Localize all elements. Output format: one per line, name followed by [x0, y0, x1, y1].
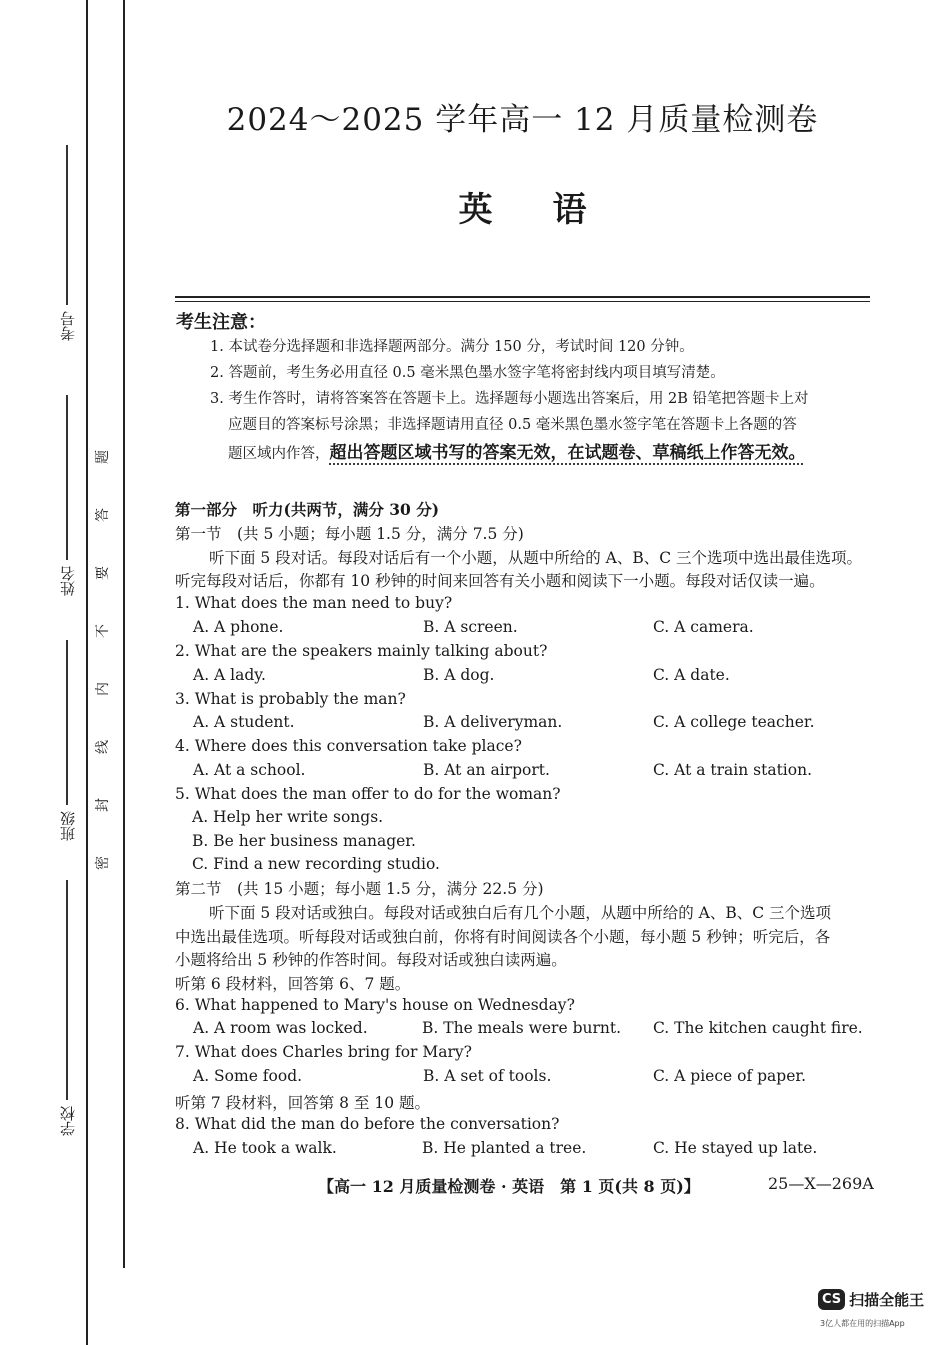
seal-char: 密	[95, 856, 111, 870]
option-c[interactable]: C. A camera.	[653, 618, 754, 636]
question-stem: 6. What happened to Mary's house on Wednesday?	[175, 996, 575, 1014]
seal-char: 要	[95, 566, 111, 580]
option-c[interactable]: C. He stayed up late.	[653, 1139, 818, 1157]
name-label: 姓名	[58, 566, 77, 596]
material-heading: 听第 7 段材料，回答第 8 至 10 题。	[175, 1094, 431, 1112]
option-c[interactable]: C. Find a new recording studio.	[192, 855, 440, 873]
option-b[interactable]: B. The meals were burnt.	[422, 1019, 622, 1037]
option-b[interactable]: B. Be her business manager.	[192, 832, 416, 850]
option-c[interactable]: C. A piece of paper.	[653, 1067, 807, 1085]
option-c[interactable]: C. At a train station.	[653, 761, 813, 779]
section-heading: 第二节 (共 15 小题；每小题 1.5 分，满分 22.5 分)	[175, 880, 544, 898]
watermark-tagline: 3亿人都在用的扫描App	[820, 1319, 905, 1328]
seal-char: 封	[95, 798, 111, 812]
school-label: 学校	[58, 1106, 77, 1136]
exam-number-label: 考号	[58, 311, 77, 341]
school-field[interactable]	[50, 880, 84, 1136]
note-item: 2. 答题前，考生务必用直径 0.5 毫米黑色墨水签字笔将密封线内项目填写清楚。	[210, 365, 725, 381]
question-stem: 8. What did the man do before the conversation?	[175, 1115, 560, 1133]
option-b[interactable]: B. A dog.	[423, 666, 495, 684]
option-b[interactable]: B. A set of tools.	[423, 1067, 552, 1085]
option-b[interactable]: B. A deliveryman.	[423, 713, 563, 731]
watermark-name: 扫描全能王	[849, 1291, 925, 1309]
part-heading: 第一部分 听力(共两节，满分 30 分)	[175, 500, 440, 519]
instruction: 中选出最佳选项。听每段对话或独白前，你将有时间阅读各个小题，每小题 5 秒钟；听完后，各	[175, 928, 831, 946]
note-item: 1. 本试卷分选择题和非选择题两部分。满分 150 分，考试时间 120 分钟。	[210, 339, 694, 355]
seal-char: 题	[95, 450, 111, 464]
exam-title: 2024～2025 学年高一 12 月质量检测卷	[226, 102, 819, 138]
option-c[interactable]: C. A college teacher.	[653, 713, 815, 731]
option-b[interactable]: B. He planted a tree.	[422, 1139, 587, 1157]
instruction: 听下面 5 段对话。每段对话后有一个小题，从题中所给的 A、B、C 三个选项中选出最佳选项。	[209, 549, 863, 567]
question-stem: 3. What is probably the man?	[175, 690, 406, 708]
exam-number-field[interactable]	[50, 145, 84, 341]
instruction: 听完每段对话后，你都有 10 秒钟的时间来回答有关小题和阅读下一小题。每段对话仅读一遍。	[175, 572, 825, 590]
option-a[interactable]: A. He took a walk.	[193, 1139, 337, 1157]
option-c[interactable]: C. The kitchen caught fire.	[653, 1019, 863, 1037]
note-item: 应题目的答案标号涂黑；非选择题请用直径 0.5 毫米黑色墨水签字笔在答题卡上各题的答	[228, 417, 797, 433]
seal-line-notice	[94, 428, 112, 892]
question-stem: 1. What does the man need to buy?	[175, 594, 453, 612]
option-b[interactable]: B. At an airport.	[423, 761, 550, 779]
option-a[interactable]: A. At a school.	[193, 761, 306, 779]
paper-code: 25—X—269A	[768, 1174, 874, 1193]
notes-heading: 考生注意：	[176, 312, 266, 333]
section-heading: 第一节 (共 5 小题；每小题 1.5 分，满分 7.5 分)	[175, 525, 524, 543]
option-b[interactable]: B. A screen.	[423, 618, 518, 636]
class-label: 班级	[58, 811, 77, 841]
binding-line-outer	[86, 0, 88, 1345]
subject-title: 英语	[458, 190, 647, 230]
material-heading: 听第 6 段材料，回答第 6、7 题。	[175, 975, 411, 993]
camscanner-icon: CS	[818, 1289, 845, 1310]
note-item: 3. 考生作答时，请将答案答在答题卡上。选择题每小题选出答案后，用 2B 铅笔把答题卡上对	[210, 391, 809, 407]
instruction: 小题将给出 5 秒钟的作答时间。每段对话或独白读两遍。	[175, 951, 567, 969]
option-a[interactable]: A. A lady.	[193, 666, 266, 684]
scanner-watermark	[818, 1289, 924, 1310]
seal-char: 答	[95, 508, 111, 522]
divider	[175, 296, 870, 298]
note-item	[228, 440, 806, 467]
page-footer: 【高一 12 月质量检测卷 · 英语 第 1 页(共 8 页)】	[318, 1177, 700, 1196]
option-a[interactable]: A. Help her write songs.	[192, 808, 384, 826]
option-a[interactable]: A. A student.	[193, 713, 295, 731]
question-stem: 4. Where does this conversation take place?	[175, 737, 522, 755]
seal-char: 内	[95, 682, 111, 696]
option-a[interactable]: A. Some food.	[193, 1067, 303, 1085]
divider	[175, 301, 870, 302]
question-stem: 7. What does Charles bring for Mary?	[175, 1043, 472, 1061]
instruction: 听下面 5 段对话或独白。每段对话或独白后有几个小题，从题中所给的 A、B、C 三个选项	[209, 904, 832, 922]
option-a[interactable]: A. A phone.	[193, 618, 284, 636]
option-c[interactable]: C. A date.	[653, 666, 730, 684]
seal-char: 不	[95, 624, 111, 638]
question-stem: 5. What does the man offer to do for the woman?	[175, 785, 561, 803]
question-stem: 2. What are the speakers mainly talking about?	[175, 642, 548, 660]
option-a[interactable]: A. A room was locked.	[193, 1019, 368, 1037]
seal-char: 线	[95, 740, 111, 754]
note-text: 题区域内作答，	[228, 446, 330, 462]
note-emphasis: 超出答题区域书写的答案无效，在试题卷、草稿纸上作答无效。	[329, 443, 806, 463]
